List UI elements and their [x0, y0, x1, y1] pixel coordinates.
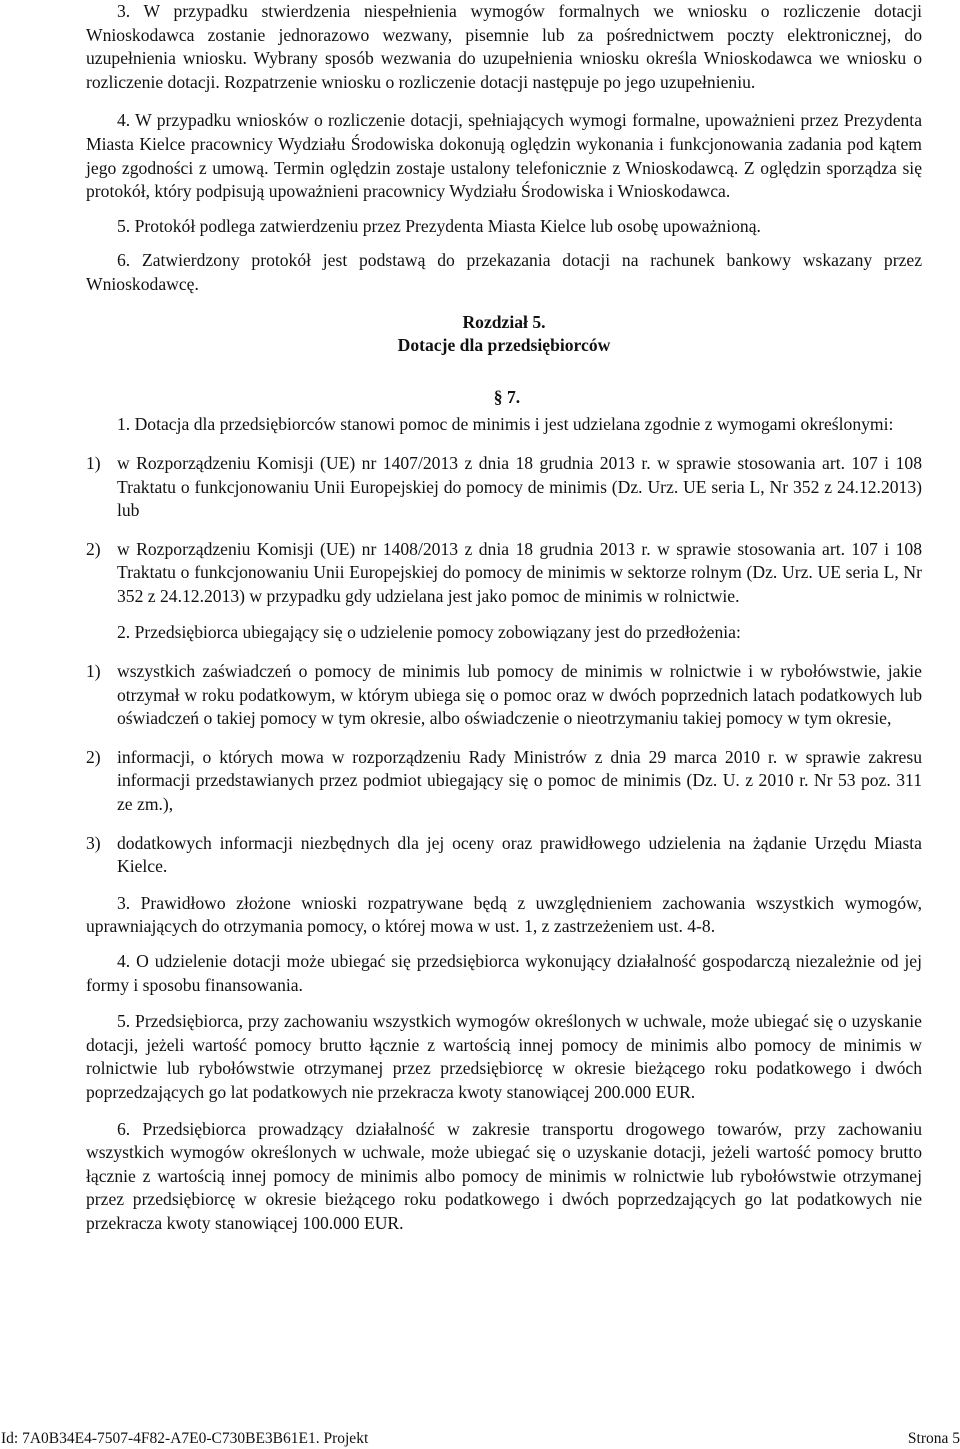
paragraph-6: 6. Zatwierdzony protokół jest podstawą do przekazania dotacji na rachunek bankowy wskazany przez Wnioskodawcę.: [86, 250, 922, 294]
list-item-text: wszystkich zaświadczeń o pomocy de minimis lub pomocy de minimis w rolnictwie i w rybołówstwie, jakie otrzymał w roku podatkowym, w którym ubiega się o pomoc oraz w dwóch poprzednich latach podatkowych lub oświadczeń o takiej pomocy w tym okresie, albo oświadczenie o nieotrzymaniu takiej pomocy w tym okresie,: [117, 661, 922, 729]
list-item-number: 2): [86, 538, 101, 559]
list-item: [86, 746, 922, 817]
list-item: [86, 538, 922, 609]
list-item-text: w Rozporządzeniu Komisji (UE) nr 1408/2013 z dnia 18 grudnia 2013 r. w sprawie stosowania art. 107 i 108 Traktatu o funkcjonowaniu Unii Europejskiej do pomocy de minimis w sektorze rolnym (Dz. Urz. UE seria L, Nr 352 z 24.12.2013) w przypadku gdy udzielana jest jako pomoc de minimis w rolnictwie.: [117, 538, 922, 606]
list-item: [86, 832, 922, 879]
section7-point-5: 5. Przedsiębiorca, przy zachowaniu wszystkich wymogów określonych w uchwale, może ubiegać się o uzyskanie dotacji, jeżeli wartość pomocy brutto łącznie z wartością innej pomocy de minimis albo pomocy de minimis w rolnictwie lub rybołówstwie otrzymanej przez przedsiębiorcę w okresie bieżącego roku podatkowego i dwóch poprzedzających go lat podatkowych nie przekracza kwoty stanowiącej 200.000 EUR.: [86, 1011, 922, 1102]
paragraph-mark: § 7.: [493, 386, 521, 407]
chapter-title: Dotacje dla przedsiębiorców: [397, 335, 611, 356]
list-item: [86, 452, 922, 523]
section7-point-4: 4. O udzielenie dotacji może ubiegać się przedsiębiorca wykonujący działalność gospodarczą niezależnie od jej formy i sposobu finansowania.: [86, 951, 922, 995]
section7-point-2: 2. Przedsiębiorca ubiegający się o udzielenie pomocy zobowiązany jest do przedłożenia:: [117, 622, 741, 643]
list-item: [86, 660, 922, 731]
chapter-number: Rozdział 5.: [462, 311, 546, 332]
list-item-number: 3): [86, 832, 101, 853]
paragraph-3: 3. W przypadku stwierdzenia niespełnienia wymogów formalnych we wniosku o rozliczenie dotacji Wnioskodawca zostanie jednorazowo wezwany, pisemnie lub za pośrednictwem poczty elektronicznej, do uzupełnienia wniosku. Wybrany sposób wezwania do uzupełnienia wniosku określa Wnioskodawca we wniosku o rozliczenie dotacji. Rozpatrzenie wniosku o rozliczenie dotacji następuje po jego uzupełnieniu.: [86, 1, 922, 92]
page-number: Strona 5: [907, 1430, 960, 1447]
section7-point-1: 1. Dotacja dla przedsiębiorców stanowi pomoc de minimis i jest udzielana zgodnie z wymogami określonymi:: [117, 414, 894, 435]
paragraph-4: 4. W przypadku wniosków o rozliczenie dotacji, spełniających wymogi formalne, upoważnieni przez Prezydenta Miasta Kielce pracownicy Wydziału Środowiska dokonują oględzin wykonania i funkcjonowania zadania pod kątem jego zgodności z umową. Termin oględzin zostaje ustalony telefonicznie z Wnioskodawcą. Z oględzin sporządza się protokół, który podpisują upoważnieni pracownicy Wydziału Środowiska i Wnioskodawca.: [86, 110, 922, 202]
list-item-text: dodatkowych informacji niezbędnych dla jej oceny oraz prawidłowego udzielenia na żądanie Urzędu Miasta Kielce.: [117, 832, 922, 877]
list-item-text: informacji, o których mowa w rozporządzeniu Rady Ministrów z dnia 29 marca 2010 r. w sprawie zakresu informacji przedstawianych przez podmiot ubiegający się o pomoc de minimis (Dz. U. z 2010 r. Nr 53 poz. 311 ze zm.),: [117, 746, 922, 815]
list-item-number: 1): [86, 452, 101, 473]
paragraph-5: 5. Protokół podlega zatwierdzeniu przez Prezydenta Miasta Kielce lub osobę upoważnioną.: [117, 215, 761, 236]
list-item-number: 1): [86, 661, 101, 682]
document-page: [86, 0, 922, 1236]
section7-point-6: 6. Przedsiębiorca prowadzący działalność w zakresie transportu drogowego towarów, przy zachowaniu wszystkich wymogów określonych w uchwale, może ubiegać się o uzyskanie dotacji, jeżeli wartość pomocy brutto łącznie z wartością innej pomocy de minimis albo pomocy de minimis w rolnictwie lub rybołówstwie otrzymanej przez przedsiębiorcę w okresie bieżącego roku podatkowego i dwóch poprzedzających go lat podatkowych nie przekracza kwoty stanowiącej 100.000 EUR.: [86, 1118, 922, 1233]
list-item-number: 2): [86, 746, 101, 767]
list-item-text: w Rozporządzeniu Komisji (UE) nr 1407/2013 z dnia 18 grudnia 2013 r. w sprawie stosowania art. 107 i 108 Traktatu o funkcjonowaniu Unii Europejskiej do pomocy de minimis (Dz. Urz. UE seria L, Nr 352 z 24.12.2013) lub: [117, 452, 922, 521]
document-id: Id: 7A0B34E4-7507-4F82-A7E0-C730BE3B61E1. Projekt: [1, 1430, 369, 1447]
section7-point-3: 3. Prawidłowo złożone wnioski rozpatrywane będą z uwzględnieniem zachowania wszystkich wymogów, uprawniających do otrzymania pomocy, o której mowa w ust. 1, z zastrzeżeniem ust. 4-8.: [86, 892, 922, 937]
page-footer: [0, 1429, 960, 1449]
